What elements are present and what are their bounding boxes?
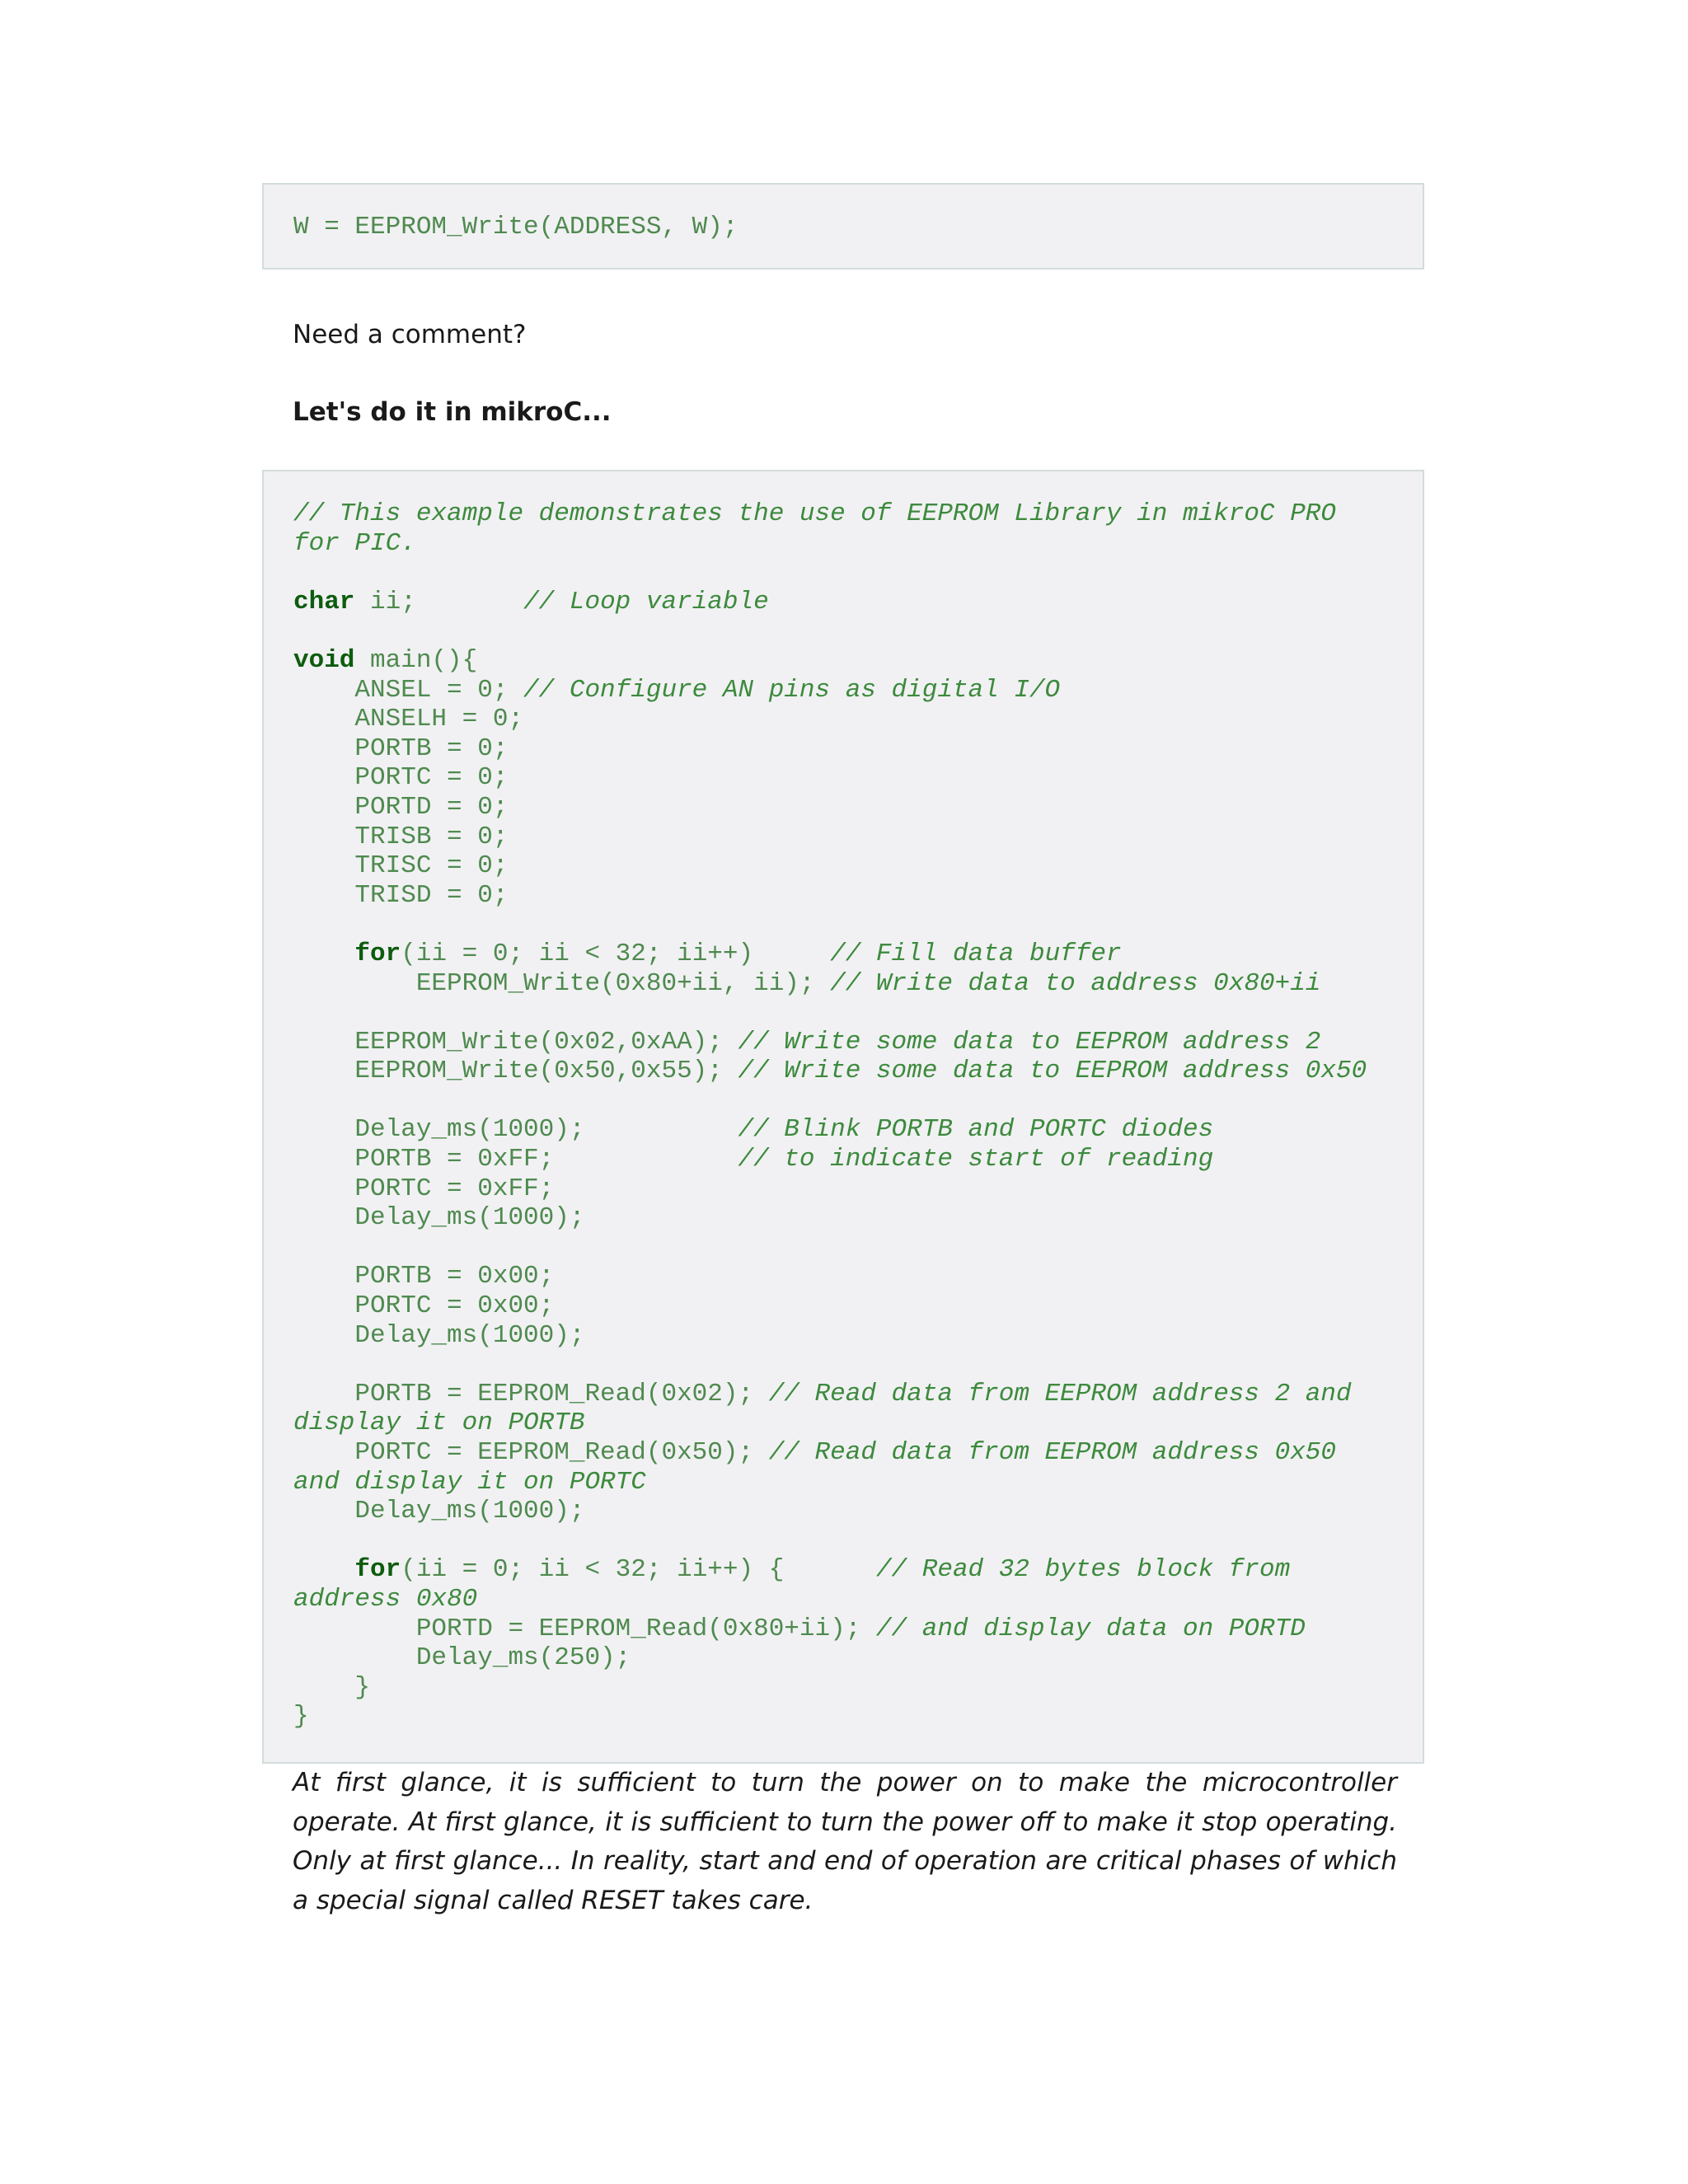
code-keyword: char (293, 587, 355, 616)
code-comment: // Loop variable (523, 587, 769, 616)
code-text: EEPROM_Write(0x02,0xAA); (293, 1027, 738, 1057)
code-keyword: void (293, 645, 355, 675)
code-text: PORTB = 0x00; (293, 1262, 555, 1291)
code-comment: address 0x80 (293, 1584, 478, 1614)
code-comment: // Write data to address 0x80+ii (830, 968, 1321, 998)
lets-do-heading: Let's do it in mikroC... (293, 397, 612, 427)
code-text: (ii = 0; ii < 32; ii++) (401, 939, 831, 968)
code-comment: // to indicate start of reading (738, 1145, 1214, 1174)
code-text: } (293, 1672, 371, 1702)
code-text: PORTD = 0; (293, 792, 509, 822)
code-listing (293, 499, 1367, 1732)
code-keyword: for (354, 939, 401, 968)
code-comment: // Write some data to EEPROM address 2 (738, 1027, 1321, 1057)
code-text: ANSEL = 0; (293, 675, 524, 705)
code-text: ii; (354, 587, 524, 616)
code-comment: and display it on PORTC (293, 1467, 646, 1497)
code-text: Delay_ms(1000); (293, 1115, 738, 1145)
code-comment: // This example demonstrates the use of EEPROM Library in mikroC PRO (293, 499, 1337, 528)
closing-paragraph: At first glance, it is sufficient to turn the power on to make the microcontroller operate. At first glance, it is sufficient to turn the power off to make it stop operating. Only at first glance... In reality, start and end of operation are critical phases of which a special signal called RESET takes care. (293, 1768, 1397, 1915)
code-comment: // and display data on PORTD (875, 1614, 1306, 1643)
code-line: W = EEPROM_Write(ADDRESS, W); (293, 213, 738, 241)
code-comment: // Read data from EEPROM address 2 and (768, 1379, 1352, 1408)
code-text: PORTC = EEPROM_Read(0x50); (293, 1438, 769, 1467)
code-text: PORTB = EEPROM_Read(0x02); (293, 1379, 769, 1408)
code-text: TRISB = 0; (293, 822, 509, 851)
code-text: EEPROM_Write(0x50,0x55); (293, 1057, 738, 1086)
code-text: PORTC = 0x00; (293, 1291, 555, 1321)
code-text: TRISC = 0; (293, 851, 509, 881)
code-comment: display it on PORTB (293, 1408, 585, 1438)
code-text: PORTC = 0; (293, 763, 509, 793)
code-comment: // Configure AN pins as digital I/O (523, 675, 1061, 705)
code-block-eeprom-example (262, 470, 1424, 1764)
code-block-write-snippet (262, 183, 1424, 269)
code-comment: for PIC. (293, 528, 416, 558)
code-text: PORTB = 0xFF; (293, 1145, 738, 1174)
code-text: Delay_ms(250); (293, 1643, 631, 1673)
code-comment: // Read data from EEPROM address 0x50 (768, 1438, 1337, 1467)
code-text: } (293, 1702, 309, 1732)
code-comment: // Blink PORTB and PORTC diodes (738, 1115, 1214, 1145)
code-text: Delay_ms(1000); (293, 1320, 585, 1350)
code-text: main(){ (354, 645, 478, 675)
code-comment: // Fill data buffer (830, 939, 1122, 968)
code-text: PORTC = 0xFF; (293, 1174, 555, 1203)
code-indent (293, 1555, 354, 1584)
code-text: (ii = 0; ii < 32; ii++) { (401, 1555, 876, 1585)
code-comment: // Read 32 bytes block from (875, 1555, 1291, 1585)
code-text: ANSELH = 0; (293, 705, 524, 734)
need-comment-text: Need a comment? (293, 320, 527, 349)
code-keyword: for (354, 1555, 401, 1585)
code-text: Delay_ms(1000); (293, 1203, 585, 1233)
code-text: TRISD = 0; (293, 880, 509, 910)
code-text: Delay_ms(1000); (293, 1497, 585, 1526)
code-text: PORTB = 0; (293, 733, 509, 763)
code-comment: // Write some data to EEPROM address 0x50 (738, 1057, 1367, 1086)
code-text: PORTD = EEPROM_Read(0x80+ii); (293, 1614, 876, 1643)
code-indent (293, 940, 354, 968)
code-text: EEPROM_Write(0x80+ii, ii); (293, 968, 831, 998)
